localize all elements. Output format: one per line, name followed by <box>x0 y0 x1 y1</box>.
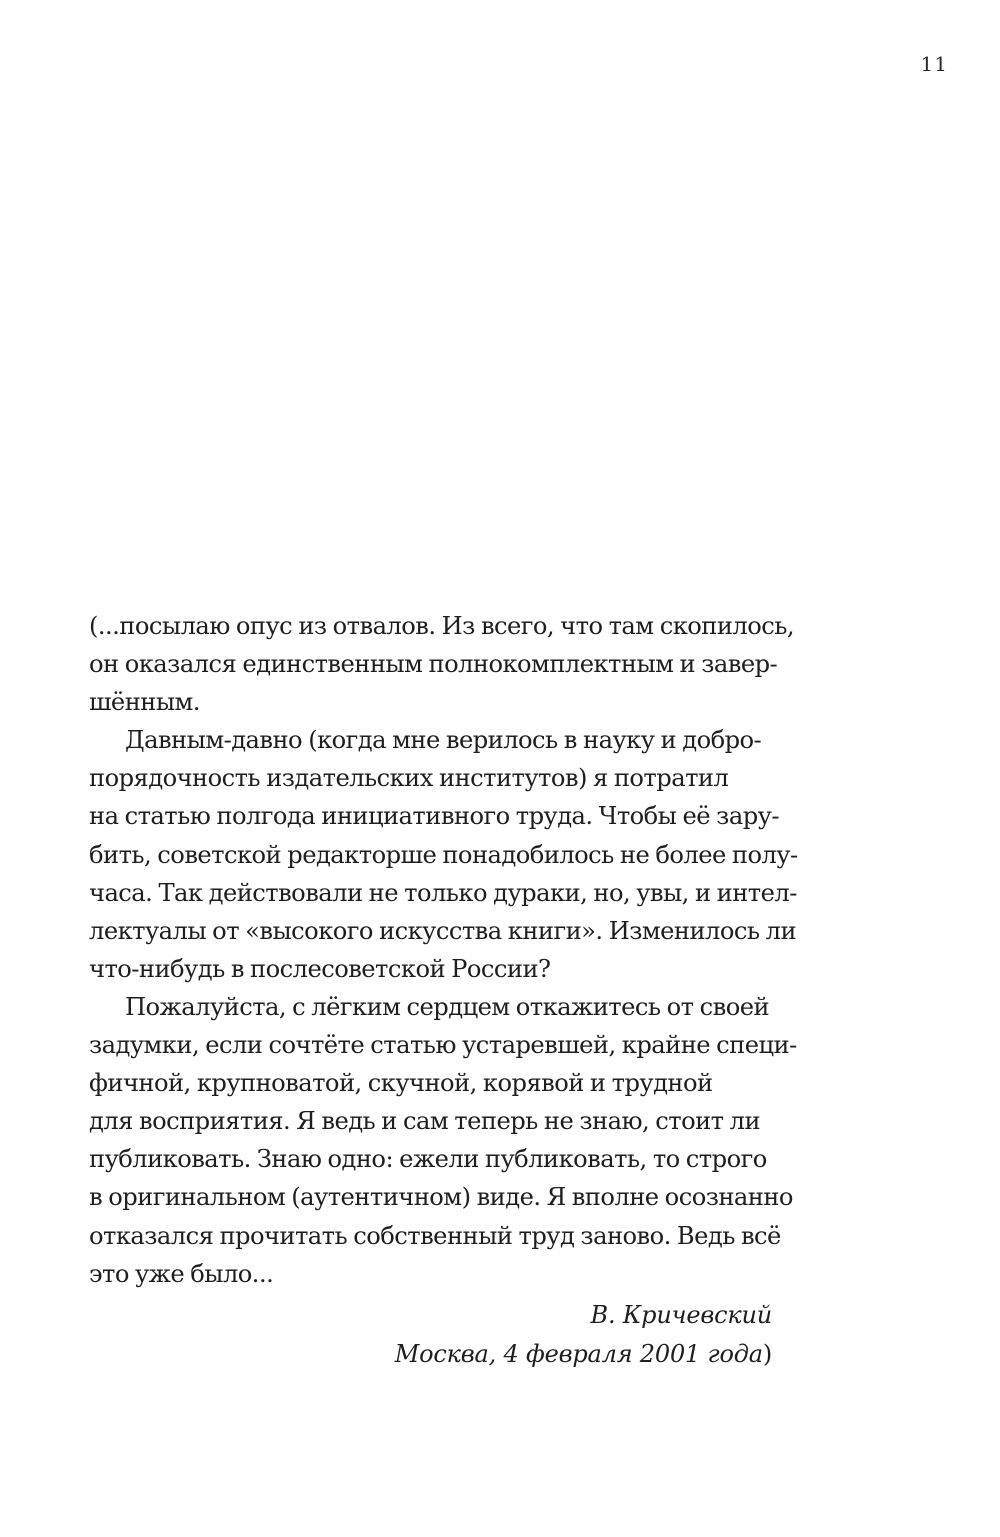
text-line: (...посылаю опус из отвалов. Из всего, что там скопилось, <box>89 612 795 640</box>
text-line: лектуалы от «высокого искусства книги». Изменилось ли <box>89 916 797 945</box>
paragraph-first-line: Пожалуйста, с лёгким сердцем откажитесь от своей <box>125 992 770 1021</box>
closing-parenthesis: ) <box>762 1340 772 1368</box>
signature-place-date-text: Москва, 4 февраля 2001 года <box>394 1340 763 1368</box>
paragraph-first-line: Давным-давно (когда мне верилось в науку и добро- <box>125 726 762 755</box>
letter-body <box>89 607 798 1293</box>
text-line: отказался прочитать собственный труд заново. Ведь всё <box>89 1221 781 1250</box>
signature-author: В. Кричевский <box>590 1301 772 1329</box>
text-line: публиковать. Знаю одно: ежели публиковать, то строго <box>89 1145 767 1174</box>
text-line: для восприятия. Я ведь и сам теперь не знаю, стоит ли <box>89 1107 761 1136</box>
text-line: что-нибудь в послесоветской России? <box>89 954 551 983</box>
text-line: фичной, крупноватой, скучной, корявой и трудной <box>89 1069 713 1098</box>
text-line: порядочность издательских институтов) я потратил <box>89 764 729 793</box>
text-line: задумки, если сочтёте статью устаревшей, крайне специ- <box>89 1031 797 1060</box>
text-line: это уже было... <box>89 1259 274 1288</box>
signature-place-date <box>272 1335 772 1373</box>
text-line: на статью полгода инициативного труда. Чтобы её зару- <box>89 802 779 831</box>
text-line: часа. Так действовали не только дураки, но, увы, и интел- <box>89 878 797 907</box>
text-line: шённым. <box>89 688 200 717</box>
page-number: 11 <box>920 52 948 76</box>
text-line: в оригинальном (аутентичном) виде. Я вполне осознанно <box>89 1183 793 1212</box>
text-line: бить, советской редакторше понадобилось не более полу- <box>89 840 798 869</box>
text-line: он оказался единственным полнокомплектным и завер- <box>89 650 778 679</box>
